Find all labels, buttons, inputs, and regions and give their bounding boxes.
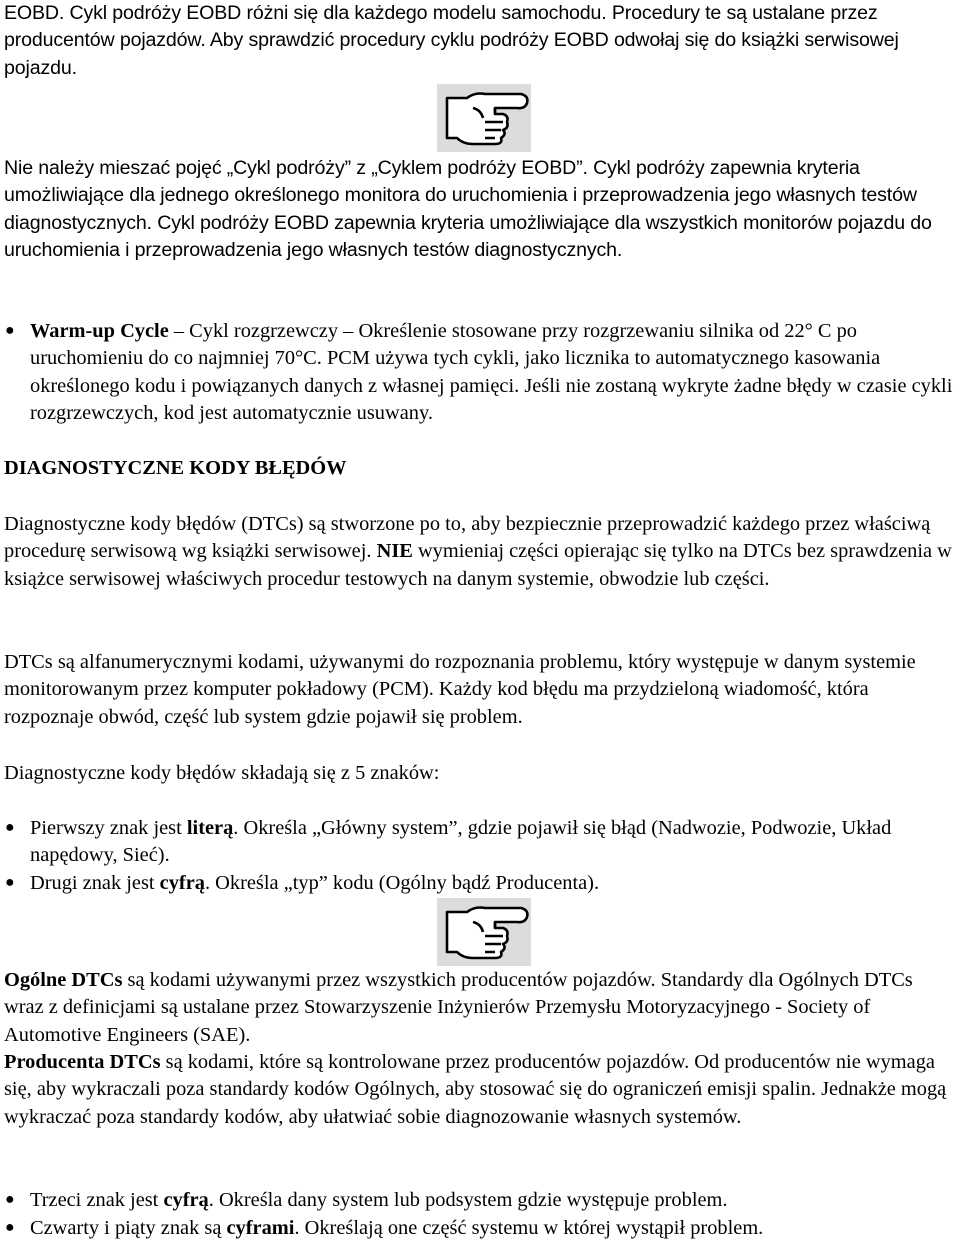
third-char-bold: cyfrą: [163, 1189, 209, 1211]
dtc-definition-paragraph: DTCs są alfanumerycznymi kodami, używanymi do rozpoznania problemu, który występuje w danym systemie monitorowanym przez komputer pokładowy (PCM). Każdy kod błędu ma przydzieloną wiadomość, która rozpoznaje obwód, część lub system gdzie pojawił się problem.: [4, 651, 916, 728]
bullet-dot: ●: [5, 874, 15, 891]
second-char-bold: cyfrą: [159, 872, 205, 894]
generic-dtc-paragraph: [4, 967, 956, 1049]
dtc-intro-text-rest: wymieniaj części opierając się tylko na DTCs bez sprawdzenia w książce serwisowej właściwych procedur testowych na danym systemie, obwodzie lub części.: [4, 540, 952, 590]
dtc-intro-text: Diagnostyczne kody błędów (DTCs) są stworzone po to, aby bezpiecznie przeprowadzić każdego przez właściwą procedurę serwisową wg książki serwisowej.: [4, 513, 931, 563]
first-char-item: [30, 815, 956, 870]
warmup-term: Warm-up Cycle: [30, 320, 169, 342]
bullet-dot: ●: [5, 1191, 15, 1208]
fourth-fifth-char-item: [30, 1215, 956, 1242]
intro-paragraph: EOBD. Cykl podróży EOBD różni się dla każdego modelu samochodu. Procedury te są ustalane przez producentów pojazdów. Aby sprawdzić procedury cyklu podróży EOBD odwołaj się do książki serwisowej pojazdu.: [4, 2, 899, 79]
fourth-fifth-char-desc: . Określają one część systemu w której wystąpił problem.: [294, 1217, 764, 1239]
manufacturer-dtc-paragraph: [4, 1049, 956, 1131]
manufacturer-dtc-text: są kodami, które są kontrolowane przez producentów pojazdów. Od producentów nie wymaga się, aby wykraczali poza standardy kodów Ogólnych, aby stosować się do ograniczeń emisji spalin. Jednakże mogą wykraczać poza standardy kodów, aby ułatwiać sobie diagnozowanie własnych systemów.: [4, 1051, 947, 1128]
warmup-cycle-item: [30, 318, 956, 428]
third-char-desc: . Określa dany system lub podsystem gdzie występuje problem.: [208, 1189, 728, 1211]
trip-cycle-note: Nie należy mieszać pojęć „Cykl podróży” z „Cyklem podróży EOBD”. Cykl podróży zapewnia kryteria umożliwiające dla jednego określonego monitora do uruchomienia i przeprowadzenia jego własnych testów diagnostycznych. Cykl podróży EOBD zapewnia kryteria umożliwiające dla wszystkich monitorów pojazdu do uruchomienia i przeprowadzenia jego własnych testów diagnostycznych.: [4, 157, 932, 262]
first-char-desc: . Określa „Główny system”, gdzie pojawił się błąd (Nadwozie, Podwozie, Układ napędowy, Sieć).: [30, 817, 892, 867]
generic-dtc-text: są kodami używanymi przez wszystkich producentów pojazdów. Standardy dla Ogólnych DTCs wraz z definicjami są ustalane przez Stowarzyszenie Inżynierów Przemysłu Motoryzacyjnego - Society of Automotive Engineers (SAE).: [4, 969, 913, 1046]
dtc-intro-paragraph: [4, 511, 956, 593]
generic-dtc-term: Ogólne DTCs: [4, 969, 123, 991]
bullet-dot: ●: [5, 322, 15, 339]
fourth-fifth-char-bold: cyframi: [226, 1217, 295, 1239]
fourth-fifth-char-text: Czwarty i piąty znak są: [30, 1217, 227, 1239]
pointing-hand-icon: [437, 898, 531, 966]
second-char-item: [30, 870, 956, 897]
second-char-text: Drugi znak jest: [30, 872, 160, 894]
bullet-dot: ●: [5, 819, 15, 836]
pointing-hand-icon: [437, 84, 531, 152]
bullet-dot: ●: [5, 1219, 15, 1236]
warmup-text: – Cykl rozgrzewczy – Określenie stosowane przy rozgrzewaniu silnika od 22° C po uruchomieniu do co najmniej 70°C. PCM używa tych cykli, jako licznika to automatycznego kasowania określonego kodu i powiązanych danych z własnej pamięci. Jeśli nie zostaną wykryte żadne błędy w czasie cykli rozgrzewczych, kod jest automatycznie usuwany.: [30, 320, 953, 425]
dtc-warning-word: NIE: [376, 540, 413, 563]
dtc-structure-paragraph: Diagnostyczne kody błędów składają się z 5 znaków:: [4, 762, 440, 784]
first-char-text: Pierwszy znak jest: [30, 817, 187, 839]
section-heading: DIAGNOSTYCZNE KODY BŁĘDÓW: [4, 457, 347, 479]
third-char-item: [30, 1187, 956, 1214]
second-char-desc: . Określa „typ” kodu (Ogólny bądź Producenta).: [204, 872, 600, 894]
manufacturer-dtc-term: Producenta DTCs: [4, 1051, 161, 1073]
third-char-text: Trzeci znak jest: [30, 1189, 164, 1211]
first-char-bold: literą: [186, 817, 234, 839]
